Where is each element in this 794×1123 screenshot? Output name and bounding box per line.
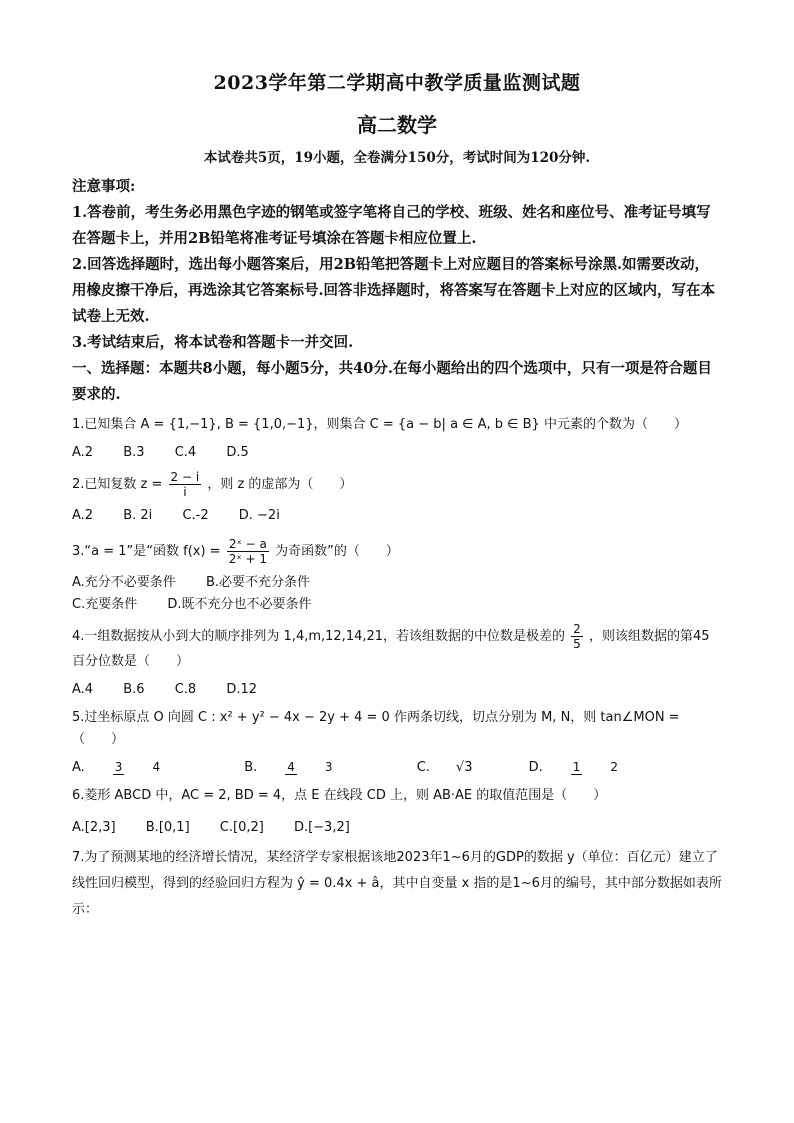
question-2-suffix: ，则 z 的虚部为（ ）: [207, 477, 353, 492]
question-5-options: [72, 757, 722, 779]
option-label: C.: [416, 760, 430, 775]
option-fraction: [285, 760, 360, 775]
question-2-options: [72, 505, 722, 527]
option-c: C.充要条件: [72, 597, 138, 612]
fraction-numerator: 2ˣ − a: [228, 537, 267, 551]
option-d: D. −2i: [238, 508, 280, 523]
option-c: [417, 757, 499, 779]
fraction-denominator: 5: [573, 637, 581, 651]
question-3-fraction: [227, 537, 269, 566]
question-6: 6.菱形 ABCD 中，AC = 2, BD = 4，点 E 在线段 CD 上，则 AB·AE 的取值范围是（ ）: [72, 788, 607, 803]
fraction-numerator: 1: [572, 760, 581, 774]
option-c: C.4: [174, 445, 197, 460]
option-c: C.-2: [182, 508, 209, 523]
option-label: B.: [244, 760, 258, 775]
note-item-1: 1.答卷前，考生务必用黑色字迹的钢笔或签字笔将自己的学校、班级、姓名和座位号、准考证号填写在答题卡上，并用2B铅笔将准考证号填涂在答题卡相应位置上.: [72, 204, 711, 247]
fraction-denominator: 2ˣ + 1: [228, 552, 267, 566]
question-4-fraction: [571, 622, 583, 651]
option-value: √3: [455, 760, 473, 775]
fraction-denominator: i: [183, 485, 187, 499]
fraction-denominator: 3: [324, 760, 333, 774]
option-d: D.5: [226, 445, 249, 460]
option-d: D.既不充分也不必要条件: [167, 597, 312, 612]
notes-heading: 注意事项:: [72, 178, 136, 195]
fraction-denominator: 4: [152, 760, 161, 774]
option-a: A.2: [72, 445, 94, 460]
option-d: D.12: [226, 682, 257, 697]
note-item-3: 3.考试结束后，将本试卷和答题卡一并交回.: [72, 334, 354, 351]
question-2: [72, 470, 722, 499]
question-3-suffix: 为奇函数”的（ ）: [275, 544, 399, 559]
fraction-numerator: 2 − i: [170, 470, 200, 484]
question-1-options: [72, 442, 722, 464]
section-heading: 一、选择题：本题共8小题，每小题5分，共40分.在每小题给出的四个选项中，只有一项是符合题目要求的.: [72, 360, 712, 403]
question-2-prefix: 2.已知复数 z =: [72, 477, 163, 492]
fraction-numerator: 3: [114, 760, 123, 774]
option-c: C.[0,2]: [219, 820, 264, 835]
option-label: A.: [72, 760, 85, 775]
note-item-2: 2.回答选择题时，选出每小题答案后，用2B铅笔把答题卡上对应题目的答案标号涂黑.如需要改动，用橡皮擦干净后，再选涂其它答案标号.回答非选择题时，将答案写在答题卡上对应的区域内，写在本试卷上无效.: [72, 256, 716, 325]
option-a: A.2: [72, 508, 94, 523]
fraction-denominator: 2: [610, 760, 619, 774]
exam-subtitle: 高二数学: [357, 113, 437, 137]
fraction-numerator: 2: [573, 622, 581, 636]
question-3-prefix: 3.“a = 1”是“函数 f(x) =: [72, 544, 221, 559]
option-a: [72, 757, 214, 779]
exam-info: 本试卷共5页，19小题，全卷满分150分，考试时间为120分钟.: [203, 150, 591, 166]
question-2-fraction: [169, 470, 202, 499]
question-7: 7.为了预测某地的经济增长情况，某经济学专家根据该地2023年1~6月的GDP的数据 y（单位：百亿元）建立了线性回归模型，得到的经验回归方程为 ŷ = 0.4x + â，其中自变量 x 指的是1~6月的编号，其中部分数据如表所示：: [72, 850, 722, 917]
option-fraction: [571, 760, 646, 775]
question-4: [72, 622, 722, 673]
question-4-suffix: ，则该组数据的第45百分位数是（ ）: [72, 629, 710, 669]
option-b: B.[0,1]: [145, 820, 190, 835]
option-b: [244, 757, 386, 779]
question-5: 5.过坐标原点 O 向圆 C : x² + y² − 4x − 2y + 4 = 0 作两条切线，切点分别为 M, N，则 tan∠MON =（ ）: [72, 710, 680, 747]
exam-title: 2023学年第二学期高中教学质量监测试题: [213, 72, 581, 94]
option-d: D.[−3,2]: [293, 820, 350, 835]
exam-page: [72, 68, 722, 923]
option-label: D.: [528, 760, 543, 775]
question-4-prefix: 4.一组数据按从小到大的顺序排列为 1,4,m,12,14,21，若该组数据的中位数是极差的: [72, 629, 566, 644]
option-c: C.8: [174, 682, 197, 697]
question-3-options: [72, 572, 722, 616]
question-6-options: [72, 817, 722, 839]
option-b: B.必要不充分条件: [205, 575, 311, 590]
option-b: B.6: [123, 682, 145, 697]
option-b: B. 2i: [123, 508, 153, 523]
option-fraction: [113, 760, 188, 775]
question-1: 1.已知集合 A = {1,−1}, B = {1,0,−1}，则集合 C = {a − b| a ∈ A, b ∈ B} 中元素的个数为（ ）: [72, 417, 687, 432]
option-a: A.[2,3]: [72, 820, 116, 835]
question-4-options: [72, 679, 722, 701]
fraction-numerator: 4: [287, 760, 295, 774]
option-a: A.4: [72, 682, 94, 697]
option-d: [529, 757, 672, 779]
question-3: [72, 537, 722, 566]
option-b: B.3: [123, 445, 145, 460]
option-a: A.充分不必要条件: [72, 575, 176, 590]
